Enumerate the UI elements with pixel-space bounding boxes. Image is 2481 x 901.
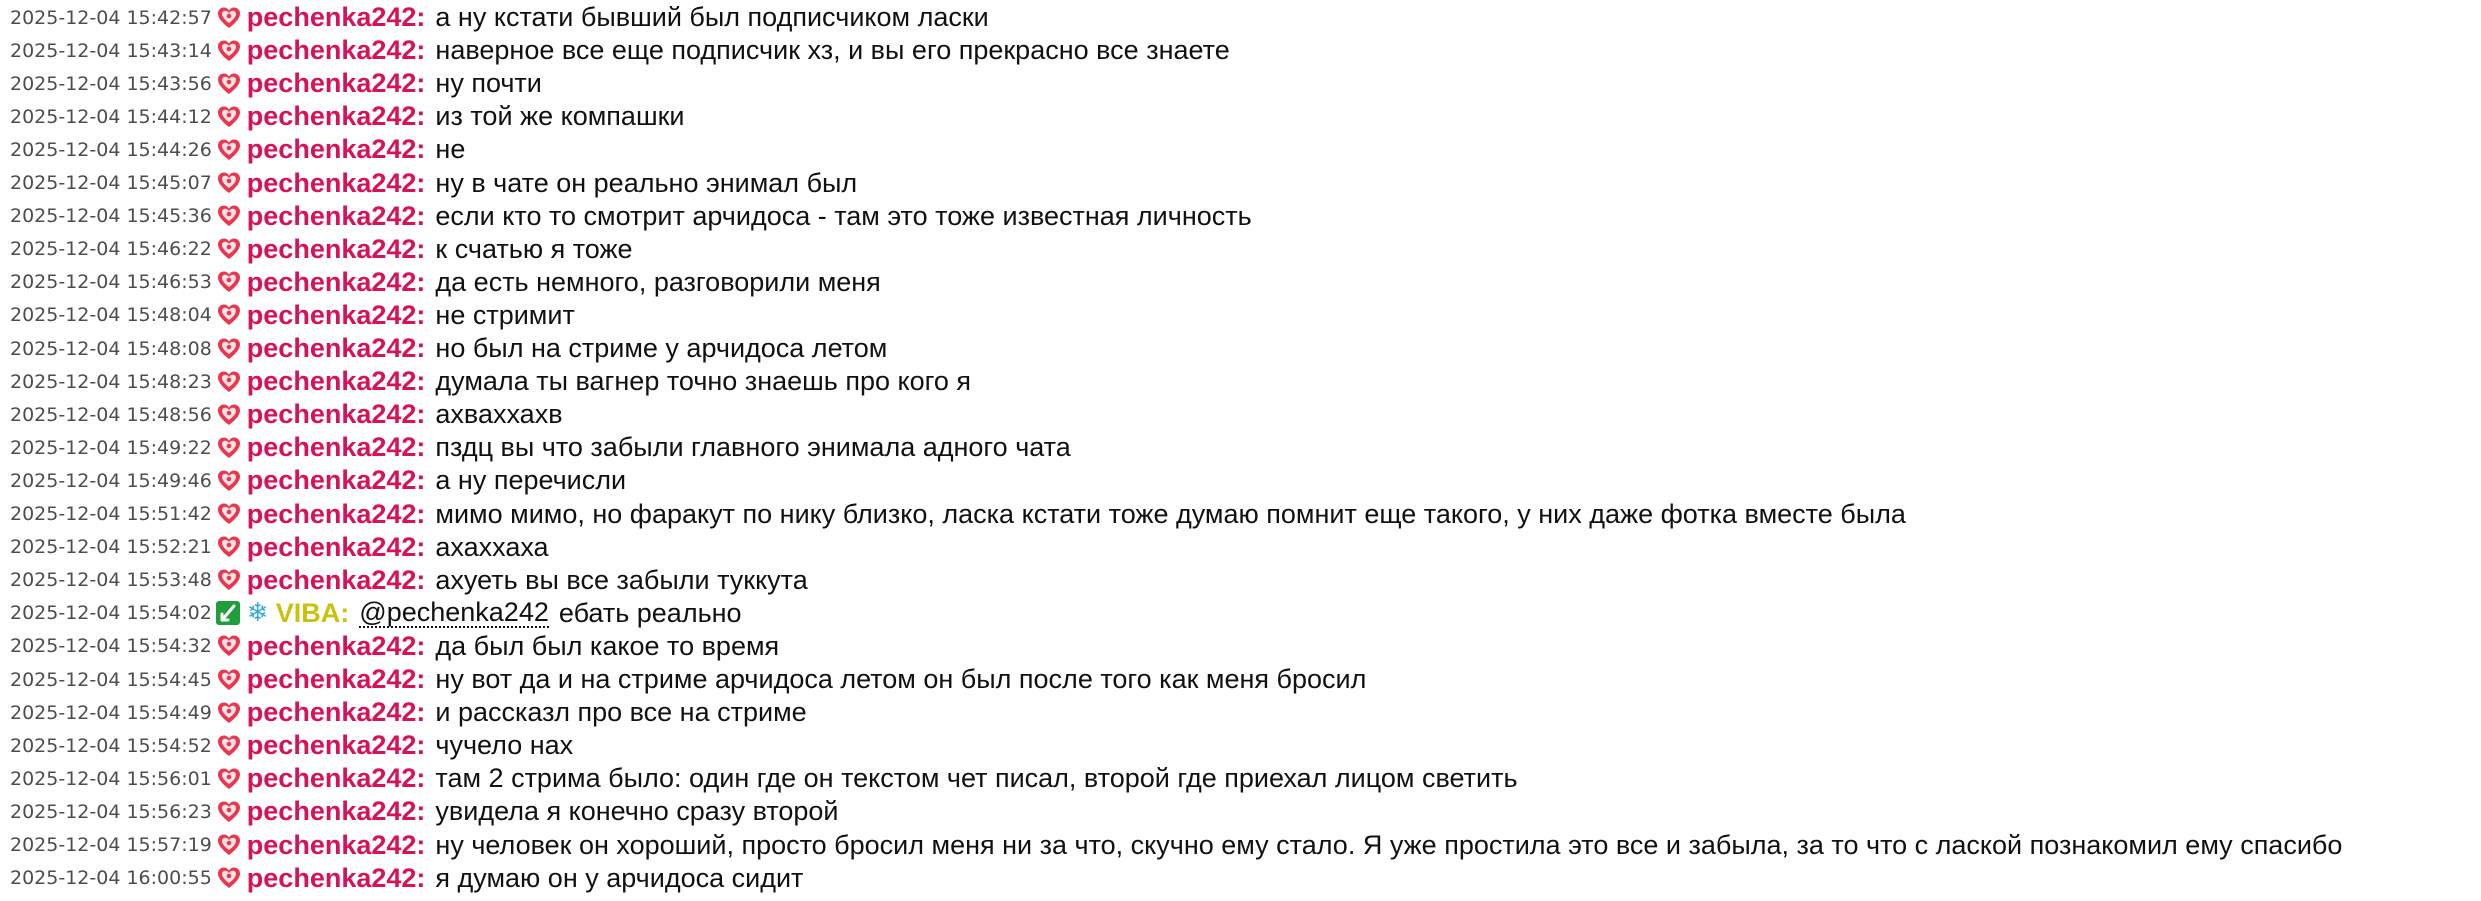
heart-badge-icon xyxy=(216,733,242,759)
message-text: увидела я конечно сразу второй xyxy=(435,796,839,827)
heart-badge-icon xyxy=(216,402,242,428)
message-timestamp: 2025-12-04 15:45:07 xyxy=(10,172,212,194)
chat-message xyxy=(10,829,2342,862)
chat-message xyxy=(10,862,803,895)
username[interactable]: pechenka242: xyxy=(246,664,426,694)
heart-badge-icon xyxy=(216,700,242,726)
message-text: там 2 стрима было: один где он текстом чет писал, второй где приехал лицом светить xyxy=(435,763,1518,794)
heart-badge-icon xyxy=(216,501,242,527)
heart-badge-icon xyxy=(216,865,242,891)
message-text: ахуеть вы все забыли туккута xyxy=(435,564,808,595)
username[interactable]: pechenka242: xyxy=(246,399,426,430)
user-mention[interactable]: @pechenka242 xyxy=(359,597,549,628)
username[interactable]: pechenka242: xyxy=(246,266,426,297)
message-timestamp: 2025-12-04 15:56:23 xyxy=(10,800,212,823)
message-timestamp: 2025-12-04 15:54:02 xyxy=(10,602,212,625)
chat-message xyxy=(10,332,887,365)
username[interactable]: pechenka242: xyxy=(246,564,426,595)
message-text: ну в чате он реально энимал был xyxy=(435,167,858,198)
message-timestamp: 2025-12-04 15:46:53 xyxy=(10,271,212,294)
chat-message xyxy=(10,67,542,100)
username[interactable]: pechenka242: xyxy=(246,233,426,264)
message-text: я думаю он у арчидоса сидит xyxy=(435,862,804,893)
username[interactable]: pechenka242: xyxy=(246,299,426,330)
snowflake-badge-icon: ❄ xyxy=(246,598,269,629)
message-timestamp: 2025-12-04 15:45:36 xyxy=(10,205,212,228)
message-text: ну вот да и на стриме арчидоса летом он был после того как меня бросил xyxy=(435,664,1367,694)
chat-message xyxy=(10,597,742,630)
chat-message xyxy=(10,663,1366,696)
heart-badge-icon xyxy=(216,468,242,494)
message-text: да есть немного, разговорили меня xyxy=(435,266,881,297)
message-text: ну почти xyxy=(435,68,542,99)
heart-badge-icon xyxy=(216,567,242,593)
username[interactable]: pechenka242: xyxy=(246,829,426,860)
message-timestamp: 2025-12-04 16:00:55 xyxy=(10,867,212,890)
message-text: ахаххаха xyxy=(435,531,549,562)
message-timestamp: 2025-12-04 15:54:45 xyxy=(10,668,212,691)
username[interactable]: pechenka242: xyxy=(246,333,426,363)
message-timestamp: 2025-12-04 15:56:01 xyxy=(10,767,212,790)
message-timestamp: 2025-12-04 15:49:22 xyxy=(10,436,212,459)
heart-badge-icon xyxy=(216,170,242,196)
message-text: наверное все еще подписчик хз, и вы его прекрасно все знаете xyxy=(435,35,1230,66)
chat-message xyxy=(10,100,685,133)
heart-badge-icon xyxy=(216,766,242,792)
username[interactable]: pechenka242: xyxy=(246,763,426,794)
message-timestamp: 2025-12-04 15:54:49 xyxy=(10,701,212,724)
heart-badge-icon xyxy=(216,633,242,659)
message-timestamp: 2025-12-04 15:51:42 xyxy=(10,503,212,525)
chat-message xyxy=(10,795,839,828)
username[interactable]: pechenka242: xyxy=(246,2,426,32)
message-timestamp: 2025-12-04 15:46:22 xyxy=(10,238,212,261)
chat-message xyxy=(10,233,633,266)
username[interactable]: pechenka242: xyxy=(246,134,426,165)
username[interactable]: VIBA: xyxy=(275,597,350,628)
message-timestamp: 2025-12-04 15:44:26 xyxy=(10,138,212,161)
message-text: из той же компашки xyxy=(435,101,685,132)
message-timestamp: 2025-12-04 15:44:12 xyxy=(10,105,212,128)
heart-badge-icon xyxy=(216,104,242,130)
message-timestamp: 2025-12-04 15:53:48 xyxy=(10,569,212,592)
chat-message xyxy=(10,266,881,299)
heart-badge-icon xyxy=(216,336,242,362)
chat-message xyxy=(10,398,563,431)
message-text: пздц вы что забыли главного энимала адного чата xyxy=(435,432,1071,463)
username[interactable]: pechenka242: xyxy=(246,101,426,132)
message-text: но был на стриме у арчидоса летом xyxy=(435,333,888,363)
heart-badge-icon xyxy=(216,799,242,825)
chat-message xyxy=(10,729,573,762)
message-timestamp: 2025-12-04 15:54:52 xyxy=(10,734,212,757)
message-timestamp: 2025-12-04 15:42:57 xyxy=(10,6,212,29)
heart-badge-icon xyxy=(216,203,242,229)
heart-badge-icon xyxy=(216,369,242,395)
username[interactable]: pechenka242: xyxy=(246,167,426,198)
message-timestamp: 2025-12-04 15:48:23 xyxy=(10,370,212,393)
heart-badge-icon xyxy=(216,71,242,97)
chat-message xyxy=(10,498,1906,531)
heart-badge-icon xyxy=(216,269,242,295)
chat-message xyxy=(10,133,465,166)
heart-badge-icon xyxy=(216,534,242,560)
chat-message xyxy=(10,431,1071,464)
message-timestamp: 2025-12-04 15:57:19 xyxy=(10,834,212,856)
username[interactable]: pechenka242: xyxy=(246,630,426,661)
chat-message xyxy=(10,531,549,564)
message-text: чучело нах xyxy=(435,730,574,761)
message-timestamp: 2025-12-04 15:43:14 xyxy=(10,39,212,62)
username[interactable]: pechenka242: xyxy=(246,432,426,463)
message-timestamp: 2025-12-04 15:52:21 xyxy=(10,536,212,559)
message-text: ахваххахв xyxy=(435,399,563,430)
username[interactable]: pechenka242: xyxy=(246,862,426,893)
message-text: не xyxy=(435,134,466,165)
heart-badge-icon xyxy=(216,832,242,858)
message-text: и рассказл про все на стриме xyxy=(435,697,807,728)
message-timestamp: 2025-12-04 15:48:08 xyxy=(10,337,212,360)
username[interactable]: pechenka242: xyxy=(246,200,426,231)
chat-message xyxy=(10,299,575,332)
chat-message xyxy=(10,696,807,729)
username[interactable]: pechenka242: xyxy=(246,730,426,761)
message-timestamp: 2025-12-04 15:48:04 xyxy=(10,304,212,327)
username[interactable]: pechenka242: xyxy=(246,366,426,397)
heart-badge-icon xyxy=(216,667,242,693)
username[interactable]: pechenka242: xyxy=(246,35,426,66)
message-text: не стримит xyxy=(435,299,575,330)
message-text: а ну перечисли xyxy=(435,465,627,496)
message-text: к счатью я тоже xyxy=(435,233,633,264)
message-text: думала ты вагнер точно знаешь про кого я xyxy=(435,366,972,397)
username[interactable]: pechenka242: xyxy=(246,498,426,529)
username[interactable]: pechenka242: xyxy=(246,697,426,728)
heart-badge-icon xyxy=(216,38,242,64)
message-text: ну человек он хороший, просто бросил меня ни за что, скучно ему стало. Я уже простила это все и забыла, за то что с лаской познакомил ему спасибо xyxy=(435,829,2343,860)
chat-message xyxy=(10,630,779,663)
heart-badge-icon xyxy=(216,302,242,328)
chat-message xyxy=(10,200,1252,233)
message-timestamp: 2025-12-04 15:49:46 xyxy=(10,469,212,492)
chat-message xyxy=(10,564,808,597)
chat-message xyxy=(10,762,1518,795)
message-timestamp: 2025-12-04 15:54:32 xyxy=(10,635,212,658)
username[interactable]: pechenka242: xyxy=(246,796,426,827)
username[interactable]: pechenka242: xyxy=(246,531,426,562)
heart-badge-icon xyxy=(216,236,242,262)
message-timestamp: 2025-12-04 15:43:56 xyxy=(10,72,212,95)
message-text: мимо мимо, но фаракут по нику близко, ласка кстати тоже думаю помнит еще такого, у них даже фотка вместе была xyxy=(435,498,1906,529)
message-text: да был был какое то время xyxy=(435,630,780,661)
heart-badge-icon xyxy=(216,137,242,163)
username[interactable]: pechenka242: xyxy=(246,68,426,99)
checkmark-badge-icon xyxy=(216,601,240,625)
message-text: если кто то смотрит арчидоса - там это тоже известная личность xyxy=(435,200,1252,231)
heart-badge-icon xyxy=(216,435,242,461)
username[interactable]: pechenka242: xyxy=(246,465,426,496)
chat-message xyxy=(10,1,989,34)
chat-message xyxy=(10,34,1230,67)
message-text: а ну кстати бывший был подписчиком ласки xyxy=(435,2,989,32)
chat-message xyxy=(10,365,971,398)
message-timestamp: 2025-12-04 15:48:56 xyxy=(10,403,212,426)
message-text: ебать реально xyxy=(558,597,742,628)
heart-badge-icon xyxy=(216,5,242,31)
chat-message xyxy=(10,167,857,200)
chat-message xyxy=(10,464,626,497)
